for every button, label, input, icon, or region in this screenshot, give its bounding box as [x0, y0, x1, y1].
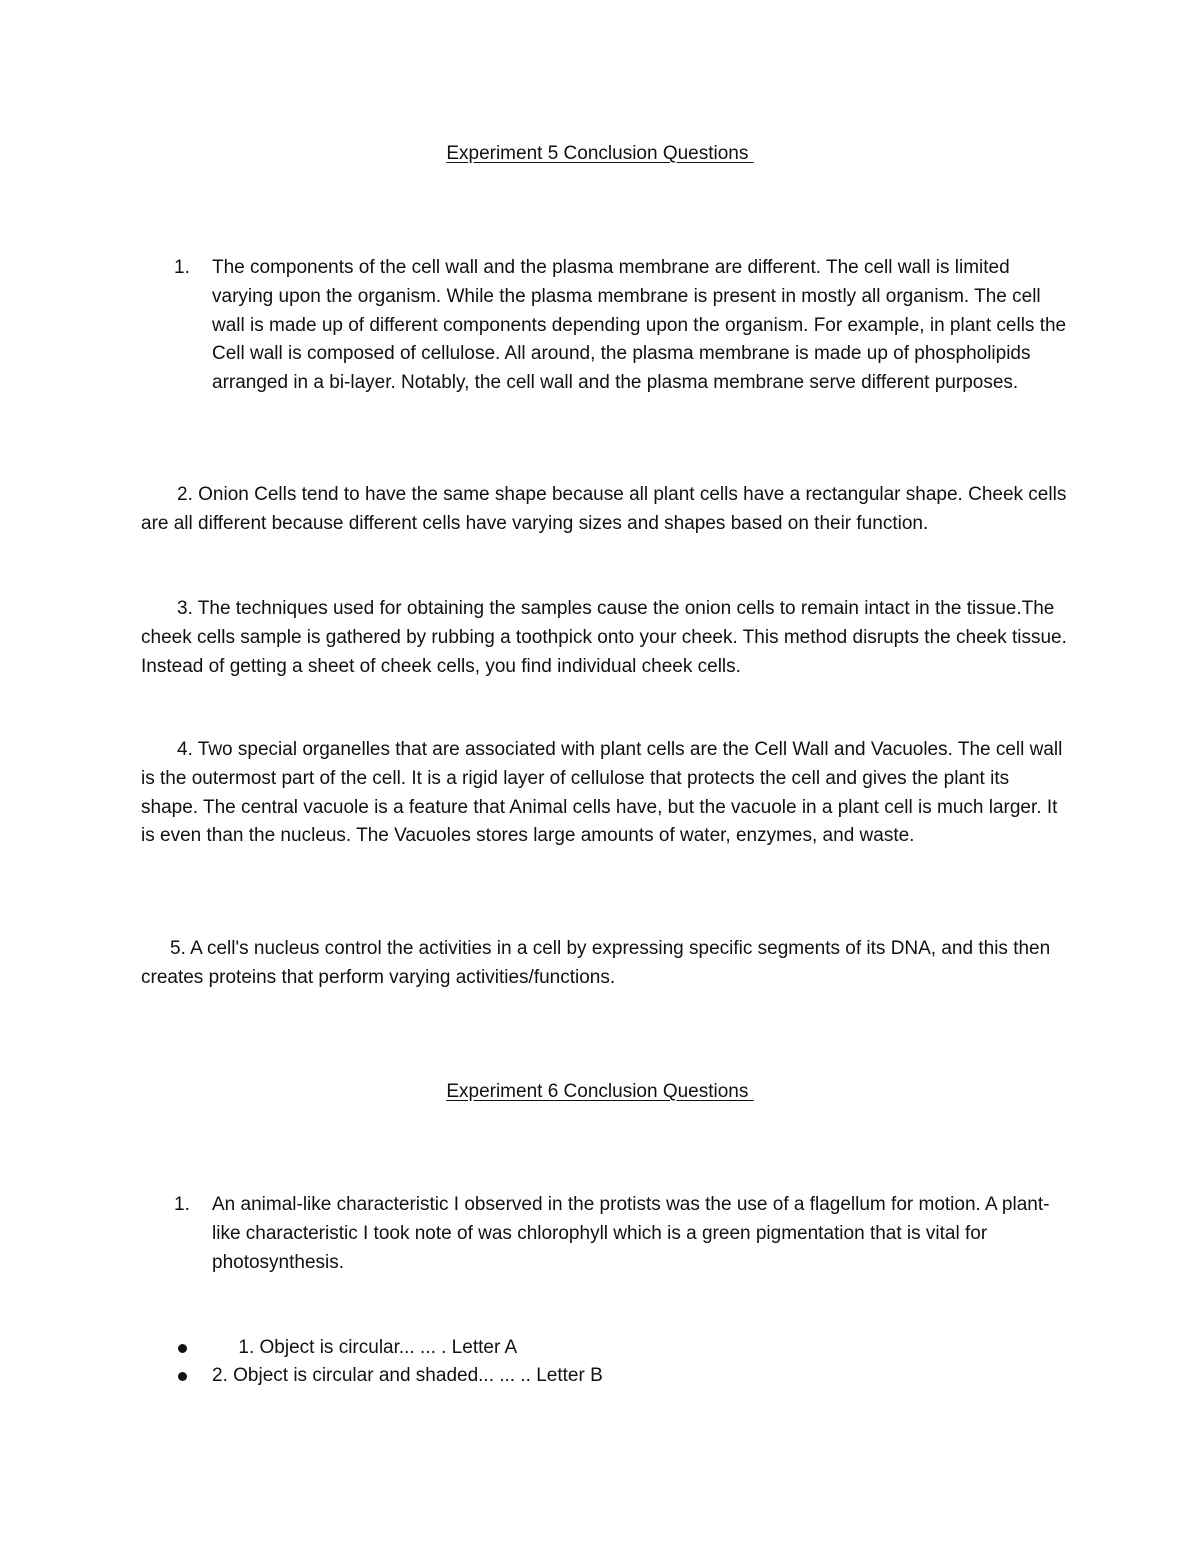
experiment-5-heading: Experiment 5 Conclusion Questions: [446, 143, 754, 164]
bullet-dot-icon: [178, 1344, 187, 1353]
exp6-bullet-item: [174, 1334, 1074, 1363]
exp6-bullet-text: 1. Object is circular... ... . Letter A: [212, 1337, 518, 1358]
exp5-answer-3: 3. The techniques used for obtaining the samples cause the onion cells to remain intact in the tissue.The cheek cells sample is gathered by rubbing a toothpick onto your cheek. This method disrupts the cheek tissue. Instead of getting a sheet of cheek cells, you find individual cheek cells.: [141, 598, 1067, 677]
exp6-bullet-text: 2. Object is circular and shaded... ... .. Letter B: [212, 1365, 603, 1386]
exp5-question-1: [174, 254, 1074, 398]
experiment-6-heading: Experiment 6 Conclusion Questions: [446, 1081, 754, 1102]
bullet-dot-icon: [178, 1372, 187, 1381]
exp5-question-1-text: The components of the cell wall and the plasma membrane are different. The cell wall is limited varying upon the organism. While the plasma membrane is present in mostly all organism. The cell wall is made up of different components depending upon the organism. For example, in plant cells the Cell wall is composed of cellulose. All around, the plasma membrane is made up of phospholipids arranged in a bi-layer. Notably, the cell wall and the plasma membrane serve different purposes.: [212, 257, 1067, 394]
exp6-question-1: [174, 1191, 1074, 1277]
exp6-question-1-text: An animal-like characteristic I observed in the protists was the use of a flagellum for motion. A plant-like characteristic I took note of was chlorophyll which is a green pigmentation that is vital for photosynthesis.: [212, 1194, 1050, 1273]
exp6-question-1-number: 1.: [174, 1194, 190, 1215]
exp5-answer-4: 4. Two special organelles that are associated with plant cells are the Cell Wall and Vacuoles. The cell wall is the outermost part of the cell. It is a rigid layer of cellulose that protects the cell and gives the plant its shape. The central vacuole is a feature that Animal cells have, but the vacuole in a plant cell is much larger. It is even than the nucleus. The Vacuoles stores large amounts of water, enzymes, and waste.: [141, 739, 1063, 847]
exp5-answer-2: 2. Onion Cells tend to have the same shape because all plant cells have a rectangular shape. Cheek cells are all different because different cells have varying sizes and shapes based on their function.: [141, 484, 1067, 534]
exp6-bullet-item: [174, 1362, 1074, 1391]
exp5-question-1-number: 1.: [174, 257, 190, 278]
exp5-answer-5: 5. A cell's nucleus control the activities in a cell by expressing specific segments of its DNA, and this then creates proteins that perform varying activities/functions.: [141, 938, 1051, 988]
